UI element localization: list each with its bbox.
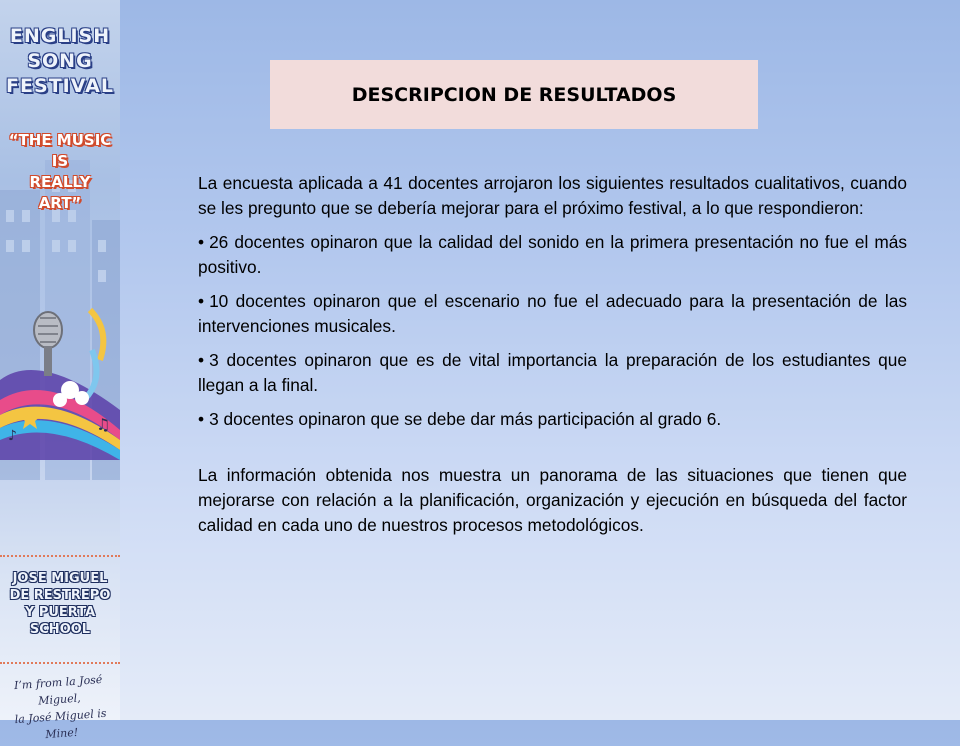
- result-bullet: [198, 407, 907, 432]
- festival-banner: [0, 0, 120, 742]
- festival-title-line: FESTIVAL: [6, 75, 114, 97]
- intro-paragraph: La encuesta aplicada a 41 docentes arrojaron los siguientes resultados cualitativos, cuando se les pregunto que se debería mejorar para el próximo festival, a lo que respondieron:: [198, 173, 907, 218]
- festival-title-line: SONG: [27, 50, 93, 72]
- motto-line: REALLY: [29, 173, 91, 191]
- school-name-line: DE RESTREPO: [9, 588, 111, 603]
- slogan-line: I’m from la José Miguel,: [13, 672, 103, 708]
- svg-text:♫: ♫: [96, 415, 111, 434]
- school-name: [0, 570, 120, 638]
- school-name-line: JOSE MIGUEL: [12, 571, 108, 586]
- motto-line: IS: [51, 152, 69, 170]
- slide-body: [198, 171, 907, 538]
- bullet-text: 3 docentes opinaron que se debe dar más participación al grado 6.: [209, 409, 722, 429]
- bullet-text: 3 docentes opinaron que es de vital importancia la preparación de los estudiantes que llegan a la final.: [198, 350, 907, 395]
- divider-top: [0, 555, 120, 557]
- bullet-text: 10 docentes opinaron que el escenario no fue el adecuado para la presentación de las intervenciones musicales.: [198, 291, 907, 336]
- bullet-text: 26 docentes opinaron que la calidad del sonido en la primera presentación no fue el más positivo.: [198, 232, 907, 277]
- result-bullet: [198, 289, 907, 339]
- school-name-line: SCHOOL: [29, 622, 91, 637]
- school-slogan: [0, 670, 122, 746]
- slogan-line: la José Miguel is Mine!: [14, 706, 107, 742]
- bullet-symbol: •: [198, 232, 205, 252]
- festival-motto: [0, 130, 120, 214]
- festival-title-line: ENGLISH: [9, 25, 111, 47]
- school-name-line: Y PUERTA: [24, 605, 96, 620]
- bullet-symbol: •: [198, 291, 205, 311]
- festival-title: [0, 24, 120, 99]
- slide-title: DESCRIPCION DE RESULTADOS: [351, 83, 677, 106]
- result-bullet: [198, 348, 907, 398]
- result-bullet: [198, 230, 907, 280]
- microphone-music-illustration: [0, 290, 120, 460]
- svg-text:♪: ♪: [8, 428, 17, 444]
- divider-bottom: [0, 662, 120, 664]
- motto-line: “THE MUSIC: [8, 131, 112, 149]
- bullet-symbol: •: [198, 409, 205, 429]
- closing-paragraph: La información obtenida nos muestra un panorama de las situaciones que tienen que mejorarse con relación a la planificación, organización y ejecución en búsqueda del factor calidad en cada uno de nuestros procesos metodológicos.: [198, 465, 907, 535]
- slide-title-box: [270, 60, 758, 129]
- motto-line: ART”: [38, 194, 82, 212]
- bullet-symbol: •: [198, 350, 205, 370]
